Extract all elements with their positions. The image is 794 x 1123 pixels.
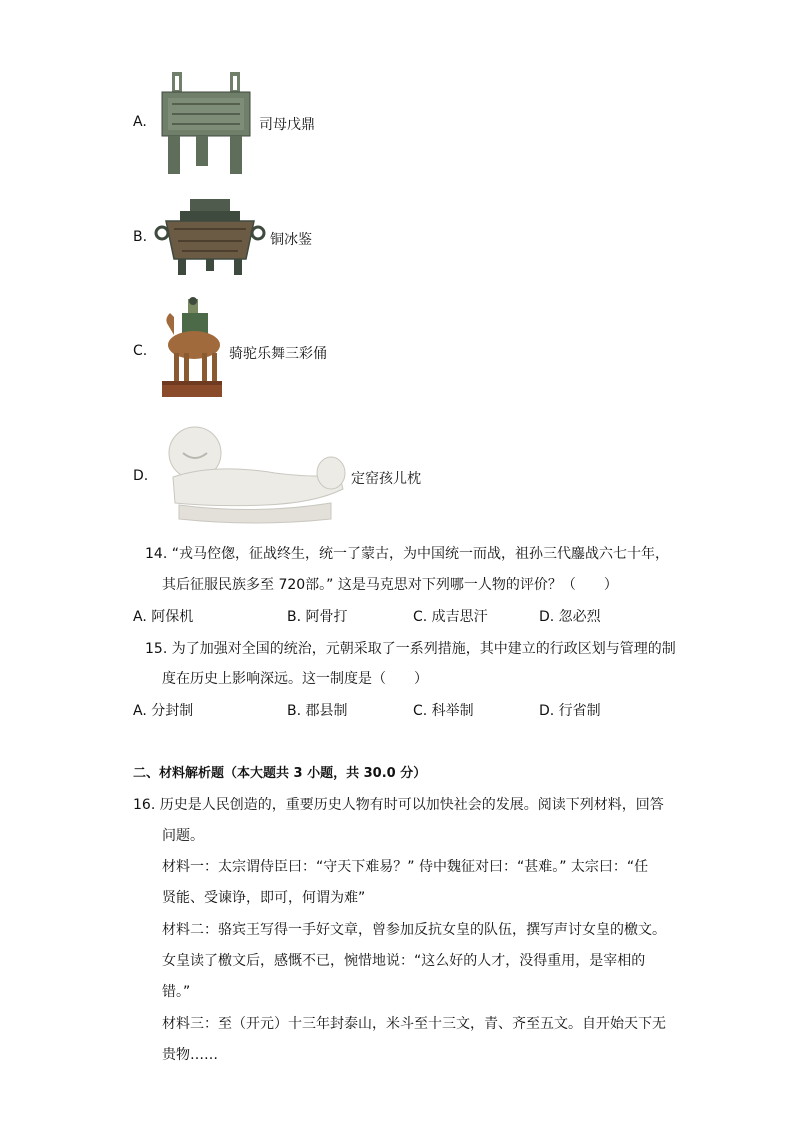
q15-option-b[interactable]: B. 郡县制: [287, 703, 348, 719]
q16-stem-line2: 问题。: [162, 828, 204, 844]
q14-option-a[interactable]: A. 阿保机: [133, 609, 194, 625]
q15-option-d[interactable]: D. 行省制: [539, 703, 601, 719]
q15-option-c[interactable]: C. 科举制: [413, 703, 474, 719]
option-b-letter: B.: [133, 229, 148, 245]
q16-stem-line1: 16. 历史是人民创造的，重要历史人物有时可以加快社会的发展。阅读下列材料，回答: [133, 797, 664, 813]
q15-stem-line2: 度在历史上影响深远。这一制度是（ ）: [162, 671, 428, 687]
q15-option-a[interactable]: A. 分封制: [133, 703, 194, 719]
q16-material1-line1: 材料一：太宗谓侍臣曰：“守天下难易？” 侍中魏征对曰：“甚难。” 太宗曰：“任: [162, 859, 649, 875]
option-d-letter: D.: [133, 468, 149, 484]
option-c-letter: C.: [133, 343, 148, 359]
ding-kiln-child-pillow-icon: [155, 423, 349, 527]
option-c-caption: 骑驼乐舞三彩俑: [229, 346, 327, 362]
q14-option-b[interactable]: B. 阿骨打: [287, 609, 348, 625]
q14-stem-line2: 其后征服民族多至 720部。” 这是马克思对下列哪一人物的评价？（ ）: [162, 577, 618, 593]
option-d-caption: 定窑孩儿枕: [351, 471, 421, 487]
q14-option-c[interactable]: C. 成吉思汗: [413, 609, 488, 625]
q16-material1-line2: 贤能、受谏诤，即可，何谓为难”: [162, 890, 366, 906]
option-b-caption: 铜冰鉴: [270, 232, 312, 248]
q14-stem-line1: 14. “戎马倥偬，征战终生，统一了蒙古，为中国统一而战，祖孙三代鏖战六七十年，: [145, 546, 669, 562]
bronze-ice-vessel-icon: [152, 193, 268, 281]
q16-material2-line2: 女皇读了檄文后，感慨不已，惋惜地说：“这么好的人才，没得重用，是宰相的: [162, 953, 646, 969]
tricolor-camel-figurine-icon: [160, 295, 224, 401]
section-title: 二、材料解析题（本大题共 3 小题，共 30.0 分）: [133, 766, 427, 781]
bronze-ding-icon: [158, 70, 254, 176]
q16-material2-line1: 材料二：骆宾王写得一手好文章，曾参加反抗女皇的队伍，撰写声讨女皇的檄文。: [162, 922, 666, 938]
q16-material2-line3: 错。”: [162, 984, 191, 1000]
q14-option-d[interactable]: D. 忽必烈: [539, 609, 601, 625]
q16-material3-line2: 贵物……: [162, 1047, 218, 1063]
option-a-caption: 司母戊鼎: [259, 117, 315, 133]
option-a-letter: A.: [133, 114, 147, 130]
q15-stem-line1: 15. 为了加强对全国的统治，元朝采取了一系列措施，其中建立的行政区划与管理的制: [145, 641, 676, 657]
q16-material3-line1: 材料三：至（开元）十三年封泰山，米斗至十三文，青、齐至五文。自开始天下无: [162, 1016, 666, 1032]
